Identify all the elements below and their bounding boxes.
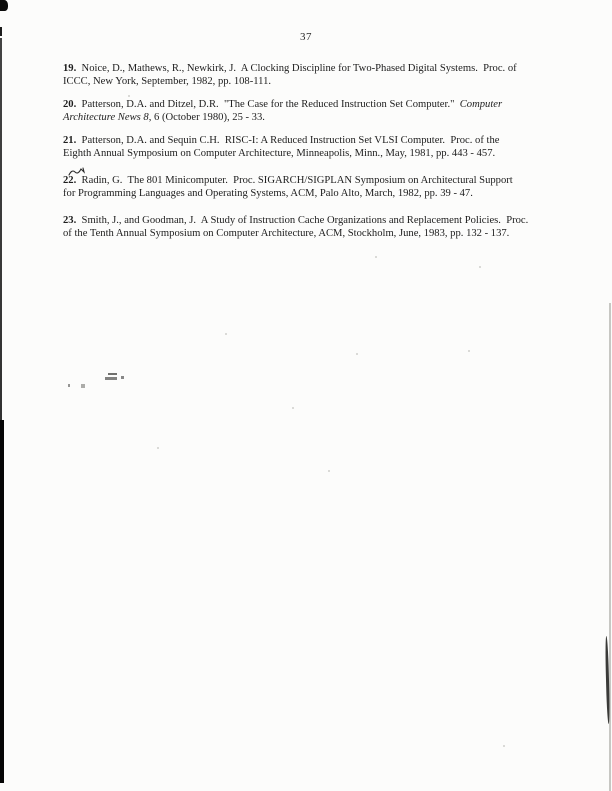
- reference-number: 19.: [63, 63, 77, 74]
- reference-text: Smith, J., and Goodman, J. A Study of Instruction Cache Organizations and Replacement Policies. Proc.: [76, 215, 529, 226]
- reference-line: [63, 134, 550, 147]
- scan-artifact-smudge: [108, 373, 117, 375]
- reference-item: [63, 214, 550, 240]
- scan-artifact-speck: [157, 447, 159, 449]
- reference-text: Noice, D., Mathews, R., Newkirk, J. A Clocking Discipline for Two-Phased Digital Systems. Proc. of: [76, 63, 517, 74]
- reference-item: [63, 62, 550, 88]
- reference-number: 23.: [63, 215, 77, 226]
- scan-artifact-speck: [468, 350, 470, 352]
- reference-line: [63, 75, 550, 88]
- scan-artifact-smudge: [105, 377, 117, 380]
- reference-text: Radin, G. The 801 Minicomputer. Proc. SIGARCH/SIGPLAN Symposium on Architectural Support: [76, 175, 513, 186]
- scan-artifact-speck: [356, 353, 358, 355]
- scan-artifact-speck: [81, 384, 85, 388]
- reference-text: for Programming Languages and Operating Systems, ACM, Palo Alto, March, 1982, pp. 39 - 47.: [63, 188, 473, 199]
- scan-artifact-speck: [68, 384, 70, 387]
- reference-line: [63, 98, 550, 111]
- reference-item: [63, 134, 550, 160]
- reference-number: 21.: [63, 135, 77, 146]
- reference-line: [63, 62, 550, 75]
- scan-artifact-speck: [503, 745, 505, 747]
- scan-artifact-right-edge-stroke: [605, 636, 610, 724]
- reference-item: [63, 98, 550, 124]
- scan-artifact-left-edge-line-upper: [0, 38, 2, 420]
- reference-line: [63, 111, 550, 124]
- reference-journal-italic: Architecture News 8: [63, 112, 149, 123]
- reference-line: [63, 147, 550, 160]
- reference-number: 20.: [63, 99, 77, 110]
- page-number: 37: [300, 31, 312, 43]
- scan-artifact-speck: [479, 266, 481, 268]
- scan-artifact-speck: [225, 333, 227, 335]
- reference-text: ICCC, New York, September, 1982, pp. 108-111.: [63, 76, 272, 87]
- references-list: [63, 62, 550, 250]
- reference-text: Eighth Annual Symposium on Computer Architecture, Minneapolis, Minn., May, 1981, pp. 443 - 457.: [63, 148, 496, 159]
- scan-artifact-speck: [292, 407, 294, 409]
- reference-item: [63, 174, 550, 200]
- scan-artifact-left-tick: [0, 27, 2, 36]
- scan-artifact-speck: [375, 256, 377, 258]
- reference-journal-italic: Computer: [459, 99, 503, 110]
- scan-artifact-speck: [121, 376, 124, 379]
- reference-line: [63, 227, 550, 240]
- reference-line: [63, 214, 550, 227]
- reference-line: [63, 174, 550, 187]
- scan-artifact-right-edge-line: [609, 303, 611, 791]
- reference-line: [63, 187, 550, 200]
- reference-number: 22.: [63, 175, 77, 186]
- scan-artifact-corner-blob: [0, 0, 8, 11]
- reference-text: Patterson, D.A. and Ditzel, D.R. "The Case for the Reduced Instruction Set Computer.": [76, 99, 460, 110]
- scan-artifact-speck: [328, 470, 330, 472]
- scan-artifact-left-edge-line-lower: [0, 420, 4, 783]
- reference-text: , 6 (October 1980), 25 - 33.: [148, 112, 265, 123]
- reference-text: of the Tenth Annual Symposium on Computer Architecture, ACM, Stockholm, June, 1983, pp. 132 - 137.: [63, 228, 510, 239]
- reference-text: Patterson, D.A. and Sequin C.H. RISC-I: A Reduced Instruction Set VLSI Computer. Proc. of the: [76, 135, 500, 146]
